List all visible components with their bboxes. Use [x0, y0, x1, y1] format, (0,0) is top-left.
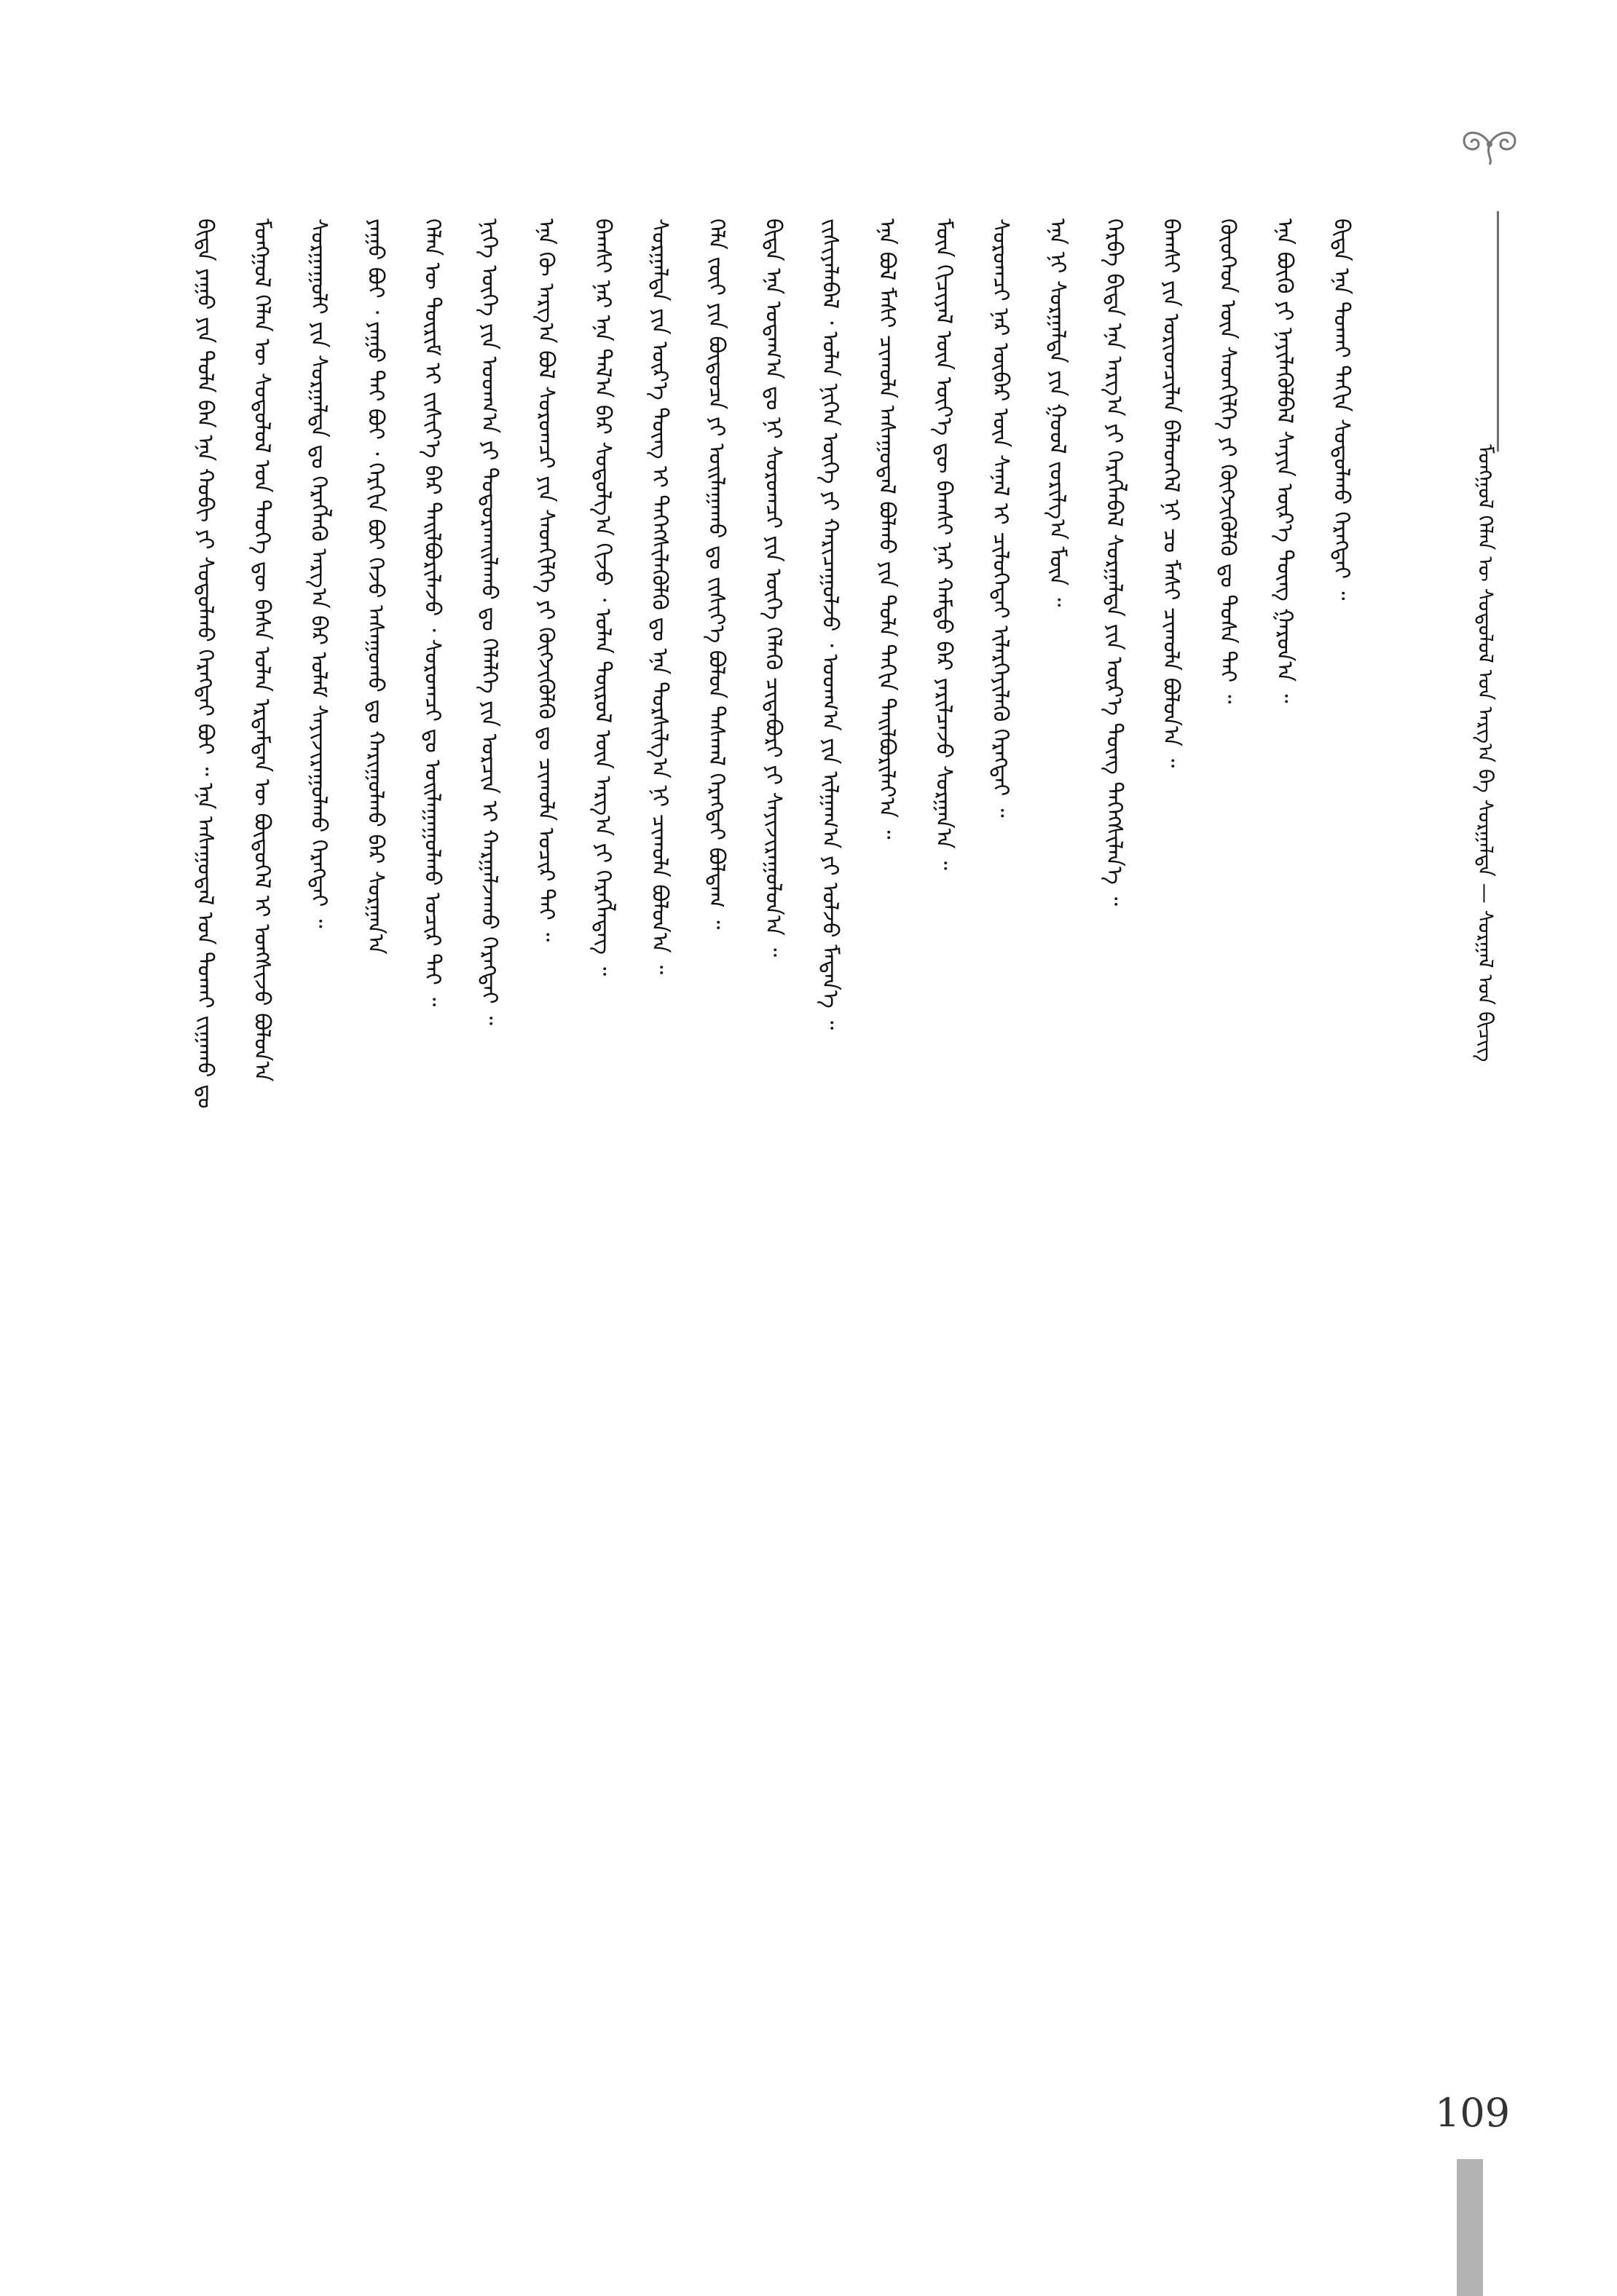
running-header-text: ᠮᠣᠩᠭᠣᠯ ᠬᠡᠯᠡᠨ ᠦ ᠰᠤᠳᠤᠯᠤᠯ ᠤᠨ ᠠᠷᠭ᠎ᠠ ᠪᠠ ᠰᠤᠷᠭᠠᠯᠲᠠ — ᠰᠤᠷᠭᠠᠯ ᠤᠨ ᠪᠢᠴᠢᠭ [1474, 444, 1498, 1062]
text-column [1381, 218, 1415, 2170]
text-column: ᠬᠡᠯᠡ ᠵᠦᠢ ᠶᠢᠨ ᠪᠦᠲᠦᠴᠡ ᠶᠢ ᠤᠢᠯᠠᠭᠠᠬᠤ ᠳᠤ ᠵᠢᠱᠢᠶ᠎ᠡ ᠪᠣᠯᠤᠨ ᠳᠠᠰᠬᠠᠯ ᠬᠡᠷᠡᠭᠲᠡᠢ ᠪᠣᠯᠳᠠᠭ ᠃ [704, 218, 729, 930]
text-column: ᠬᠡᠷᠪᠡ ᠪᠢᠳᠡ ᠡᠨᠡ ᠠᠷᠭ᠎ᠠ ᠶᠢ ᠬᠡᠷᠡᠭᠯᠡᠪᠡᠯ ᠰᠤᠷᠭᠠᠯᠲᠠ ᠶᠢᠨ ᠦᠷ᠎ᠡ ᠳᠦᠩ ᠳᠡᠭᠡᠭᠰᠢᠯᠡᠨ᠎ᠡ ᠃ [1101, 218, 1127, 906]
text-column: ᠪᠢᠳᠡ ᠶᠠᠭᠤ ᠶᠢᠨ ᠲᠤᠯᠠ ᠪᠠᠨ ᠡᠨᠡ ᠬᠤᠪᠢ ᠶᠢ ᠰᠤᠳᠤᠯᠬᠤ ᠬᠡᠷᠡᠭᠲᠡᠢ ᠪᠤᠢ ᠃ ᠡᠨᠡ ᠠᠰᠠᠭᠤᠳᠠᠯ ᠤᠨ ᠲᠤᠬᠠᠢ ᠵᠢᠭᠠᠬᠤ ᠳᠤ [192, 218, 218, 1109]
text-column: ᠰᠤᠷᠭᠠᠭᠤᠯᠢ ᠶᠢᠨ ᠰᠤᠷᠭᠠᠯᠲᠠ ᠳᠤ ᠬᠡᠷᠡᠭᠯᠡᠬᠦ ᠠᠷᠭ᠎ᠠ ᠪᠠᠷ ᠤᠯᠠᠮ ᠰᠠᠶᠢᠵᠢᠷᠠᠭᠤᠯᠬᠤ ᠬᠡᠷᠡᠭᠲᠡᠢ ᠃ [306, 218, 331, 928]
text-column: ᠮᠣᠩᠭᠣᠯ ᠬᠡᠯᠡᠨ ᠦ ᠰᠤᠳᠤᠯᠤᠯ ᠤᠨ ᠲᠡᠦᠬᠡ ᠳᠦ ᠪᠠᠰᠠ ᠣᠯᠠᠨ ᠡᠷᠳᠡᠮᠲᠡᠨ ᠦ ᠪᠦᠲᠦᠭᠡᠯ ᠢ ᠤᠩᠰᠢᠵᠤ ᠪᠣᠯᠤᠨ᠎ᠠ [249, 218, 275, 1082]
text-column: ᠶᠠᠭᠤ ᠪᠤᠢ ᠂ ᠶᠠᠭᠤ ᠲᠠᠢ ᠪᠤᠢ ᠂ ᠬᠡᠷᠬᠢᠨ ᠪᠤᠢ ᠭᠡᠵᠦ ᠠᠰᠠᠭᠤᠬᠤ ᠳᠤ ᠬᠠᠷᠢᠭᠤᠯᠬᠤ ᠪᠡᠷ ᠰᠤᠷᠭᠠᠨ᠎ᠠ [363, 218, 388, 955]
text-column: ᠰᠤᠷᠤᠭᠴᠢ ᠨᠠᠷ ᠥᠪᠡᠷ ᠦᠨ ᠰᠠᠨᠠᠯ ᠢ ᠴᠢᠯᠦᠭᠡᠲᠡᠢ ᠢᠯᠡᠷᠬᠡᠶᠢᠯᠡᠬᠦ ᠬᠡᠷᠡᠭᠲᠡᠢ ᠃ [988, 218, 1013, 818]
text-column: ᠪᠢᠳᠡ ᠡᠨᠡ ᠲᠤᠬᠠᠢ ᠳᠠᠬᠢᠨ ᠰᠤᠳᠤᠯᠬᠤ ᠬᠡᠷᠡᠭᠲᠡᠢ ᠃ [1329, 218, 1354, 601]
text-column: ᠪᠠᠭᠰᠢ ᠶᠢᠨ ᠤᠷᠢᠳᠴᠢᠯᠠᠨ ᠪᠡᠯᠡᠳᠬᠡᠯ ᠨᠢ ᠴᠤ ᠮᠠᠰᠢ ᠴᠢᠬᠤᠯᠠ ᠪᠣᠯᠤᠨ᠎ᠠ ᠃ [1158, 218, 1184, 768]
text-column: ᠰᠤᠷᠭᠠᠯᠲᠠ ᠶᠢᠨ ᠦᠷ᠎ᠡ ᠳᠦᠩ ᠢ ᠳᠡᠭᠡᠭᠰᠢᠯᠡᠭᠦᠯᠬᠦ ᠳᠤ ᠡᠨᠡ ᠲᠤᠷᠰᠢᠯᠭ᠎ᠠ ᠨᠢ ᠴᠢᠬᠤᠯᠠ ᠪᠣᠯᠤᠨ᠎ᠠ ᠃ [647, 218, 672, 975]
running-header [1468, 211, 1511, 1062]
body-text [188, 218, 1426, 2170]
text-column: ᠡᠨᠡ ᠬᠦ ᠠᠷᠭ᠎ᠠ ᠪᠣᠯ ᠰᠤᠷᠤᠭᠴᠢ ᠶᠢᠨ ᠰᠡᠳᠬᠢᠯᠭᠡ ᠶᠢ ᠬᠥᠭᠵᠢᠭᠦᠯᠬᠦ ᠳᠤ ᠴᠢᠬᠤᠯᠠ ᠤᠴᠢᠷ ᠲᠠᠢ ᠃ [533, 218, 559, 942]
text-column: ᠪᠠᠭᠰᠢ ᠨᠠᠷ ᠡᠨᠡ ᠲᠠᠯ᠎ᠠ ᠪᠠᠷ ᠰᠤᠳᠤᠯᠭ᠎ᠠ ᠬᠢᠵᠦ ᠂ ᠣᠯᠠᠨ ᠲᠥᠷᠦᠯ ᠦᠨ ᠠᠷᠭ᠎ᠠ ᠶᠢ ᠬᠡᠷᠡᠭᠯᠡᠳᠡᠭ ᠃ [590, 218, 615, 977]
text-column: ᠨᠢᠭᠡ ᠦᠭᠡ ᠶᠢᠨ ᠤᠳᠬ᠎ᠠ ᠶᠢ ᠲᠣᠳᠣᠷᠬᠠᠢᠯᠠᠬᠤ ᠳᠤ ᠬᠡᠯᠡᠯᠭᠡ ᠶᠢᠨ ᠣᠷᠴᠢᠨ ᠢ ᠬᠠᠷᠭᠠᠯᠵᠠᠬᠤ ᠬᠡᠷᠡᠭᠲᠡᠢ ᠃ [476, 218, 502, 1025]
text-column: ᠡᠨᠡ ᠪᠦᠬᠦ ᠶᠢ ᠨᠡᠶᠢᠯᠡᠭᠦᠯᠪᠡᠯ ᠰᠠᠶᠢᠨ ᠦᠷ᠎ᠡ ᠳᠦᠩ ᠭᠠᠷᠤᠨ᠎ᠠ ᠃ [1272, 218, 1297, 703]
text-column: ᠮᠥᠨ ᠬᠢᠴᠢᠶᠡᠯ ᠦᠨ ᠦᠶ᠎ᠡ ᠳᠦ ᠪᠠᠭᠰᠢ ᠨᠠᠷ ᠬᠠᠮᠲᠤ ᠪᠡᠷ ᠶᠠᠷᠢᠯᠴᠠᠵᠤ ᠰᠤᠷᠭᠠᠨ᠎ᠠ ᠃ [931, 218, 956, 870]
text-column: ᠵᠢᠱᠢᠶᠡᠯᠡᠪᠡᠯ ᠂ ᠣᠯᠠᠨ ᠨᠢᠭᠡᠨ ᠦᠭᠡ ᠶᠢ ᠬᠠᠷᠢᠴᠠᠭᠤᠯᠵᠤ ᠂ ᠤᠳᠬ᠎ᠠ ᠶᠢᠨ ᠢᠯᠭᠠᠭ᠎ᠠ ᠶᠢ ᠣᠯᠵᠤ ᠮᠡᠳᠡᠨ᠎ᠡ ᠃ [817, 218, 843, 1030]
text-column: ᠡᠨᠡ ᠪᠣᠯ ᠮᠠᠰᠢ ᠴᠢᠬᠤᠯᠠ ᠠᠰᠠᠭᠤᠳᠠᠯ ᠪᠣᠯᠬᠤ ᠶᠢᠨ ᠲᠤᠯᠠ ᠳᠠᠬᠢᠨ ᠲᠠᠢᠯᠪᠤᠷᠢᠯᠠᠶ᠎ᠠ ᠃ [874, 218, 900, 840]
text-column: ᠪᠢᠳᠡ ᠡᠨᠡ ᠤᠳᠠᠭ᠎ᠠ ᠳᠤ ᠨᠢ ᠰᠤᠷᠤᠭᠴᠢ ᠶᠢᠨ ᠦᠭᠡ ᠬᠡᠯᠡᠬᠦ ᠴᠢᠳᠠᠪᠤᠷᠢ ᠶᠢ ᠰᠠᠶᠢᠵᠢᠷᠠᠭᠤᠯᠤᠨ᠎ᠠ ᠃ [760, 218, 786, 958]
text-column: ᠡᠨᠡ ᠨᠢ ᠰᠤᠷᠭᠠᠯᠲᠠ ᠶᠢᠨ ᠭᠣᠣᠯ ᠵᠣᠷᠢᠯᠭ᠎ᠠ ᠮᠥᠨ ᠃ [1044, 218, 1070, 607]
decorative-ornament-icon [1442, 122, 1537, 166]
page-number: 109 [1435, 2090, 1511, 2136]
text-column: ᠬᠦᠦᠬᠡᠳ ᠦᠨ ᠰᠡᠳᠬᠢᠯᠭᠡ ᠶᠢ ᠬᠥᠭᠵᠢᠭᠦᠯᠬᠦ ᠳᠤ ᠲᠤᠰᠠ ᠲᠠᠢ ᠃ [1215, 218, 1240, 704]
header-rule [1497, 211, 1499, 451]
page-edge-tab [1457, 2159, 1483, 2296]
text-column: ᠬᠡᠯᠡᠨ ᠦ ᠳᠦᠷᠢᠮ ᠢ ᠵᠢᠱᠢᠶ᠎ᠡ ᠪᠡᠷ ᠲᠠᠢᠯᠪᠤᠷᠢᠯᠠᠵᠤ ᠂ ᠰᠤᠷᠤᠭᠴᠢ ᠳᠤ ᠣᠢᠯᠠᠭᠠᠭᠤᠯᠬᠤ ᠤᠴᠢᠷ ᠲᠠᠢ ᠃ [420, 218, 445, 1007]
